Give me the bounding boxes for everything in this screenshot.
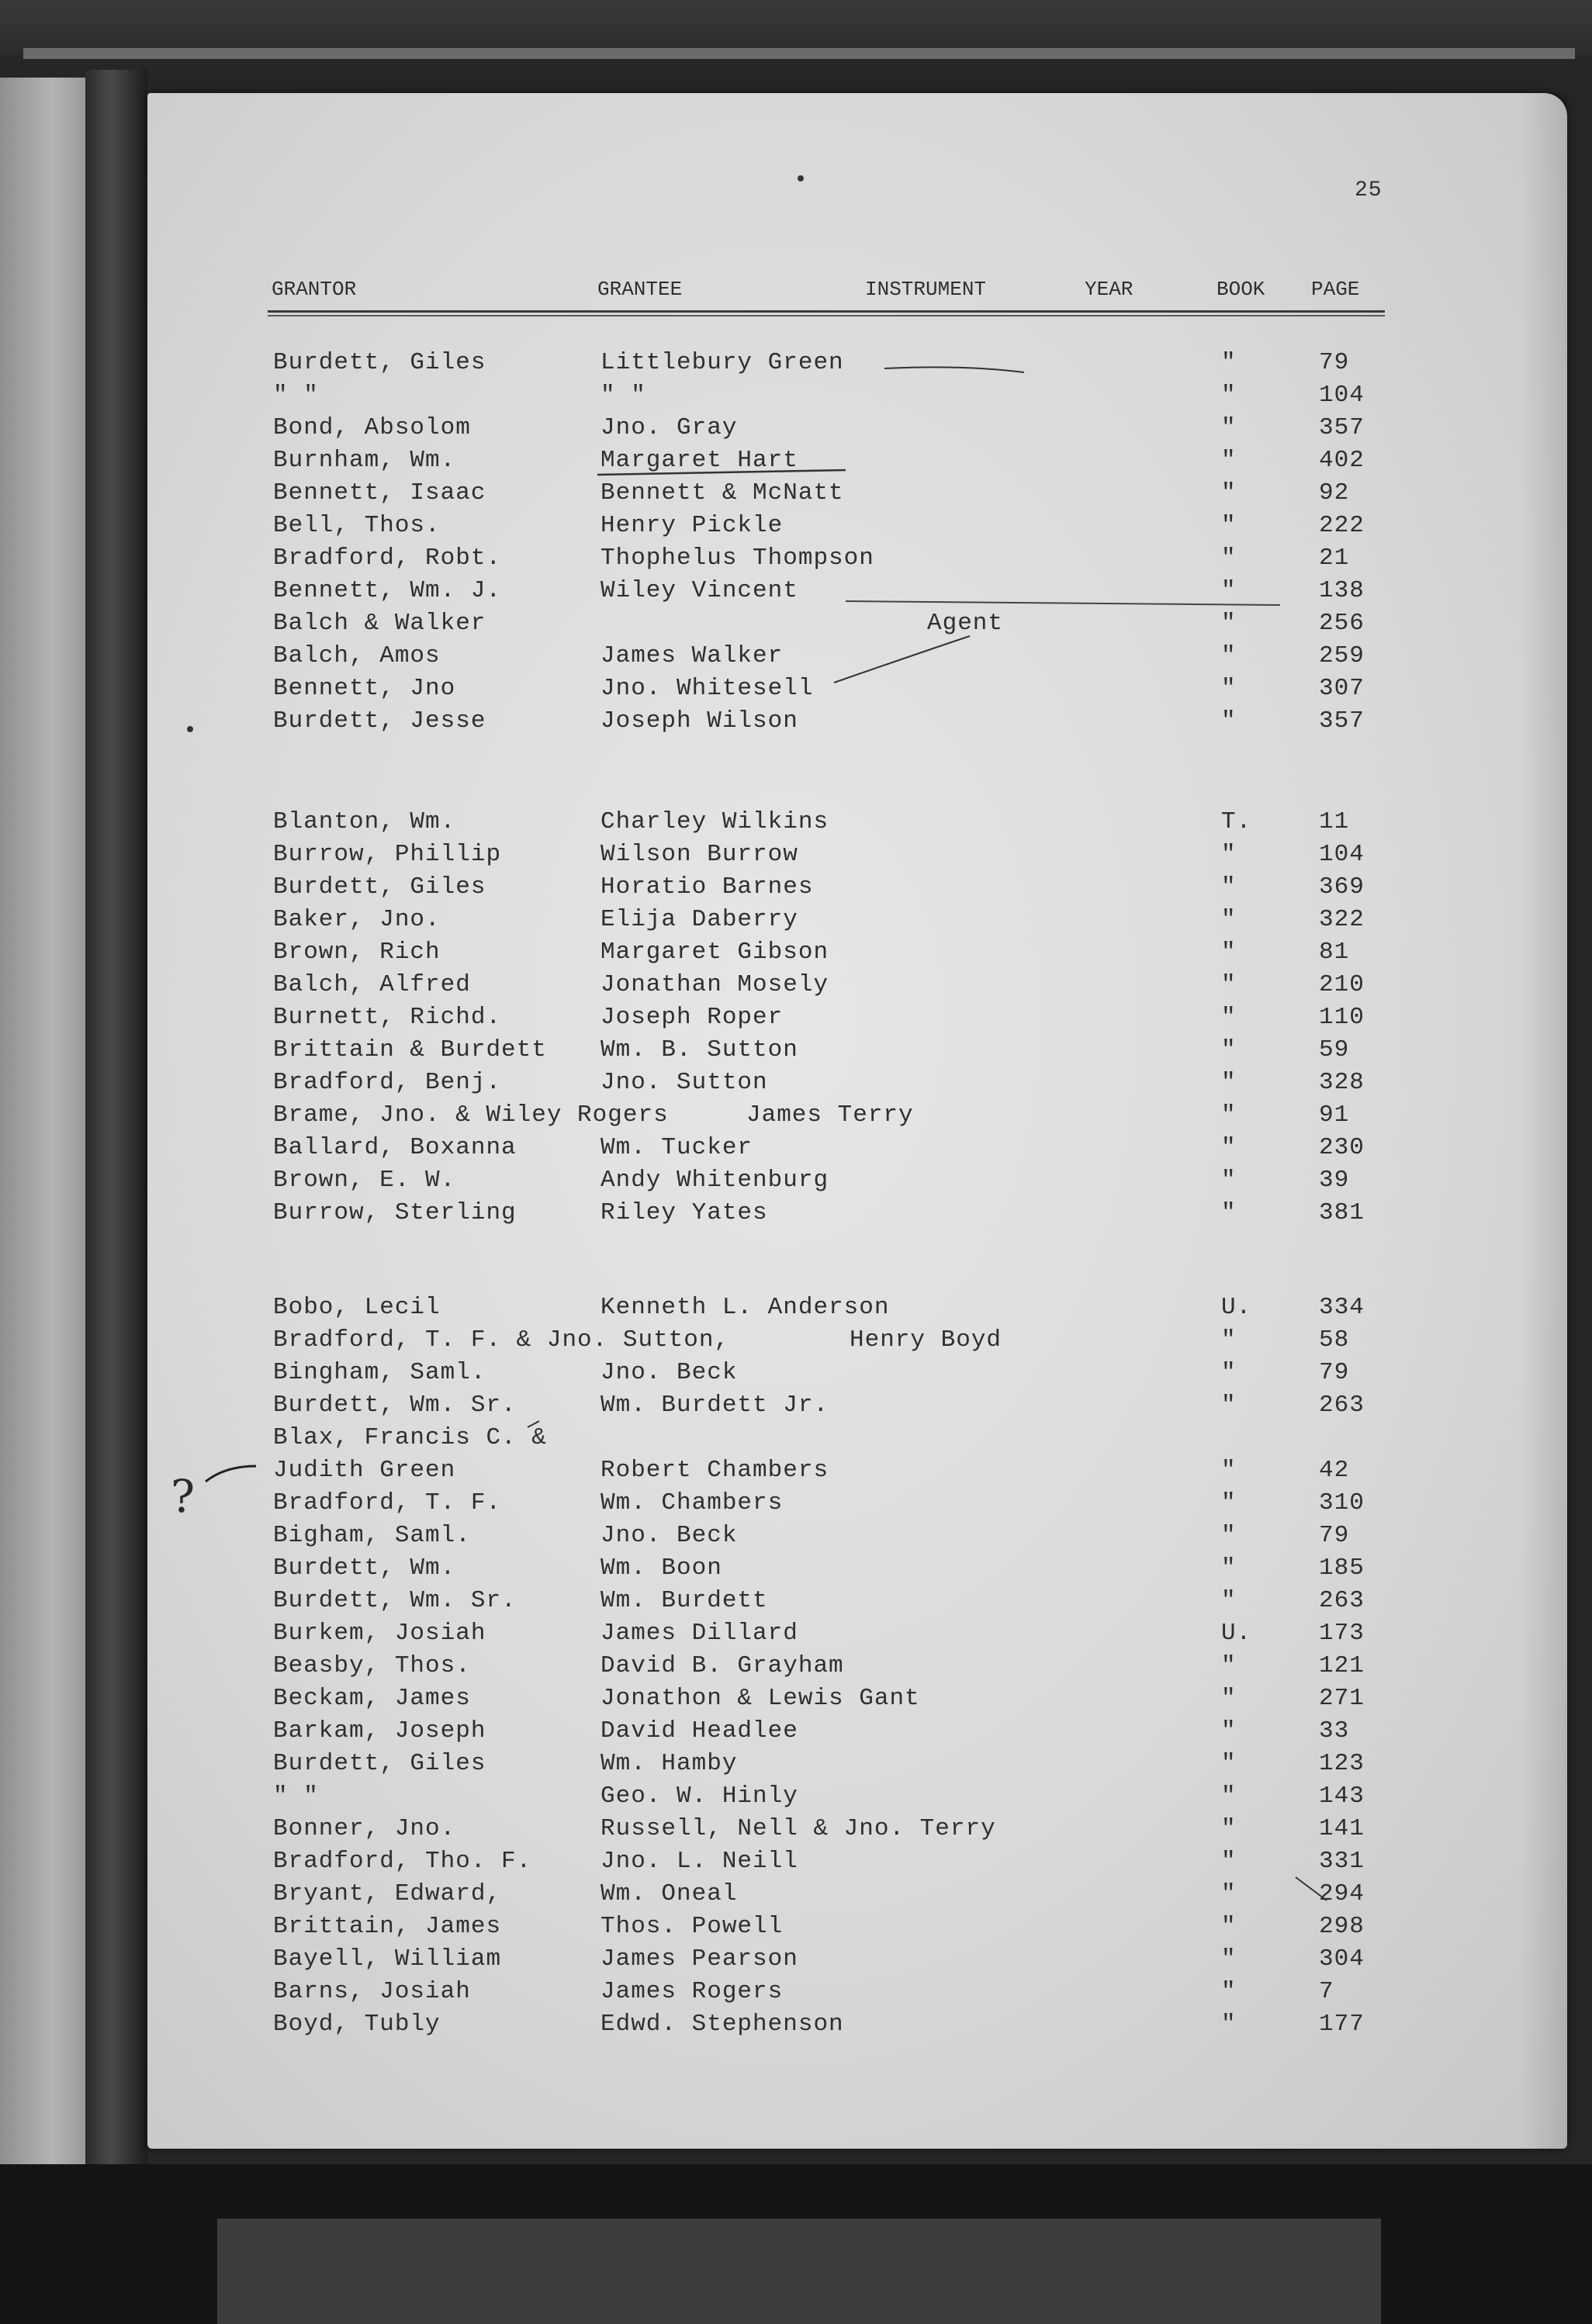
grantor-cell: Bobo, Lecil	[273, 1294, 441, 1321]
scan-top-border	[0, 0, 1592, 54]
grantor-cell: Brown, Rich	[273, 939, 441, 966]
book-cell: "	[1221, 707, 1237, 735]
page-cell: 104	[1319, 382, 1365, 409]
table-row	[147, 545, 1567, 577]
grantor-cell: Bradford, T. F.	[273, 1489, 502, 1516]
page-cell: 328	[1319, 1069, 1365, 1096]
grantor-cell: Burdett, Jesse	[273, 707, 486, 735]
book-cell: "	[1221, 971, 1237, 998]
page-cell: 7	[1319, 1978, 1334, 2005]
grantee-cell: Wm. Tucker	[600, 1134, 753, 1161]
book-cell: "	[1221, 512, 1237, 539]
grantor-cell: Burkem, Josiah	[273, 1620, 486, 1647]
table-row	[147, 447, 1567, 479]
book-cell: "	[1221, 1359, 1237, 1386]
grantee-cell: James Terry	[746, 1101, 914, 1129]
book-cell: "	[1221, 1880, 1237, 1907]
book-cell: "	[1221, 675, 1237, 702]
book-cell: "	[1221, 1489, 1237, 1516]
page-cell: 138	[1319, 577, 1365, 604]
grantee-cell: James Dillard	[600, 1620, 798, 1647]
table-row	[147, 1978, 1567, 2011]
page-cell: 185	[1319, 1555, 1365, 1582]
table-row	[147, 1004, 1567, 1036]
table-row	[147, 906, 1567, 939]
page-cell: 123	[1319, 1750, 1365, 1777]
table-row	[147, 512, 1567, 545]
book-cell: "	[1221, 382, 1237, 409]
grantee-cell: Geo. W. Hinly	[600, 1783, 798, 1810]
book-cell: "	[1221, 479, 1237, 507]
page-cell: 210	[1319, 971, 1365, 998]
grantee-cell: Wm. Chambers	[600, 1489, 784, 1516]
table-row	[147, 1750, 1567, 1783]
grantor-cell: Burdett, Giles	[273, 349, 486, 376]
table-row	[147, 2011, 1567, 2043]
book-cell: "	[1221, 577, 1237, 604]
grantee-cell: Jno. Beck	[600, 1522, 738, 1549]
grantee-cell: Horatio Barnes	[600, 873, 814, 901]
grantor-cell: Ballard, Boxanna	[273, 1134, 517, 1161]
table-row	[147, 1167, 1567, 1199]
page-cell: 310	[1319, 1489, 1365, 1516]
page-cell: 121	[1319, 1652, 1365, 1679]
book-cell: "	[1221, 1913, 1237, 1940]
grantor-cell: Bonner, Jno.	[273, 1815, 456, 1842]
table-row	[147, 1815, 1567, 1848]
grantor-cell: Bradford, Tho. F.	[273, 1848, 532, 1875]
book-cell: U.	[1221, 1294, 1252, 1321]
grantor-cell: Balch, Alfred	[273, 971, 471, 998]
grantee-cell: Thophelus Thompson	[600, 545, 874, 572]
book-cell: "	[1221, 1004, 1237, 1031]
grantee-cell: Wm. B. Sutton	[600, 1036, 798, 1063]
grantee-cell: Joseph Roper	[600, 1004, 784, 1031]
table-row	[147, 707, 1567, 740]
book-cell: "	[1221, 906, 1237, 933]
table-row	[147, 1294, 1567, 1326]
book-cell: "	[1221, 1750, 1237, 1777]
book-cell: "	[1221, 1717, 1237, 1745]
grantee-cell: Kenneth L. Anderson	[600, 1294, 890, 1321]
entry-group	[147, 1294, 1567, 2043]
page-cell: 104	[1319, 841, 1365, 868]
page-cell: 79	[1319, 1522, 1350, 1549]
page-cell: 81	[1319, 939, 1350, 966]
grantor-cell: Blanton, Wm.	[273, 808, 456, 835]
grantee-cell: Henry Pickle	[600, 512, 784, 539]
grantor-cell: Brittain & Burdett	[273, 1036, 547, 1063]
page-cell: 110	[1319, 1004, 1365, 1031]
grantee-cell: Wm. Burdett	[600, 1587, 768, 1614]
table-row	[147, 971, 1567, 1004]
page-cell: 381	[1319, 1199, 1365, 1226]
grantor-cell: Beasby, Thos.	[273, 1652, 471, 1679]
book-cell: "	[1221, 349, 1237, 376]
grantor-cell: Burrow, Sterling	[273, 1199, 517, 1226]
book-cell: "	[1221, 1555, 1237, 1582]
grantee-cell: " "	[600, 382, 646, 409]
grantee-cell: Jonathon & Lewis Gant	[600, 1685, 920, 1712]
page-cell: 79	[1319, 349, 1350, 376]
grantor-cell: Judith Green	[273, 1457, 456, 1484]
table-row	[147, 1069, 1567, 1101]
table-row	[147, 939, 1567, 971]
grantor-cell: Bell, Thos.	[273, 512, 441, 539]
table-row	[147, 1359, 1567, 1392]
book-cell: "	[1221, 1036, 1237, 1063]
page-cell: 173	[1319, 1620, 1365, 1647]
grantor-cell: Burdett, Wm.	[273, 1555, 456, 1582]
grantor-cell: Brittain, James	[273, 1913, 502, 1940]
grantee-cell: James Pearson	[600, 1945, 798, 1973]
grantor-cell: Bennett, Isaac	[273, 479, 486, 507]
book-cell: "	[1221, 1392, 1237, 1419]
page-cell: 263	[1319, 1392, 1365, 1419]
scan-bottom-strip	[217, 2219, 1381, 2324]
page-cell: 271	[1319, 1685, 1365, 1712]
book-cell: "	[1221, 414, 1237, 441]
page-cell: 256	[1319, 610, 1365, 637]
header-page: PAGE	[1311, 278, 1360, 301]
page-cell: 334	[1319, 1294, 1365, 1321]
grantee-cell: Wiley Vincent	[600, 577, 798, 604]
grantee-cell: Jonathan Mosely	[600, 971, 829, 998]
grantee-cell: Wm. Hamby	[600, 1750, 738, 1777]
page-number: 25	[1355, 178, 1383, 202]
grantee-cell: James Rogers	[600, 1978, 784, 2005]
table-row	[147, 610, 1567, 642]
grantor-cell: " "	[273, 1783, 319, 1810]
grantor-cell: Barns, Josiah	[273, 1978, 471, 2005]
grantor-cell: Blax, Francis C. &	[273, 1424, 547, 1451]
page-cell: 259	[1319, 642, 1365, 669]
header-rule-double	[268, 315, 1385, 316]
grantor-cell: Bayell, William	[273, 1945, 502, 1973]
table-row	[147, 642, 1567, 675]
page-cell: 79	[1319, 1359, 1350, 1386]
table-row	[147, 382, 1567, 414]
book-cell: "	[1221, 1652, 1237, 1679]
grantor-cell: Bennett, Wm. J.	[273, 577, 502, 604]
table-row	[147, 1489, 1567, 1522]
instrument-cell: Agent	[927, 610, 1004, 637]
page-cell: 141	[1319, 1815, 1365, 1842]
grantee-cell: Riley Yates	[600, 1199, 768, 1226]
grantor-cell: Bigham, Saml.	[273, 1522, 471, 1549]
grantee-cell: Bennett & McNatt	[600, 479, 844, 507]
page-cell: 304	[1319, 1945, 1365, 1973]
header-grantee: GRANTEE	[597, 278, 683, 301]
grantor-cell: Burdett, Wm. Sr.	[273, 1392, 517, 1419]
grantor-cell: Bond, Absolom	[273, 414, 471, 441]
grantor-cell: Bradford, Robt.	[273, 545, 502, 572]
book-cell: "	[1221, 1522, 1237, 1549]
grantor-cell: Boyd, Tubly	[273, 2011, 441, 2038]
table-row	[147, 1424, 1567, 1457]
grantor-cell: Burrow, Phillip	[273, 841, 502, 868]
index-page	[147, 93, 1567, 2149]
table-row	[147, 808, 1567, 841]
book-cell: "	[1221, 1685, 1237, 1712]
grantor-cell: Burnett, Richd.	[273, 1004, 502, 1031]
grantee-cell: Edwd. Stephenson	[600, 2011, 844, 2038]
book-binding	[85, 70, 147, 2234]
grantor-cell: Brame, Jno. & Wiley Rogers	[273, 1101, 669, 1129]
page-cell: 39	[1319, 1167, 1350, 1194]
table-row	[147, 414, 1567, 447]
grantor-cell: Brown, E. W.	[273, 1167, 456, 1194]
grantee-cell: Wm. Burdett Jr.	[600, 1392, 829, 1419]
grantor-cell: Burnham, Wm.	[273, 447, 456, 474]
page-cell: 331	[1319, 1848, 1365, 1875]
header-book: BOOK	[1216, 278, 1265, 301]
book-cell: "	[1221, 610, 1237, 637]
grantor-cell: Baker, Jno.	[273, 906, 441, 933]
page-cell: 33	[1319, 1717, 1350, 1745]
grantee-cell: Joseph Wilson	[600, 707, 798, 735]
page-cell: 402	[1319, 447, 1365, 474]
page-cell: 357	[1319, 707, 1365, 735]
table-row	[147, 1392, 1567, 1424]
grantee-cell: James Walker	[600, 642, 784, 669]
grantee-cell: Henry Boyd	[850, 1326, 1002, 1354]
book-cell: "	[1221, 1848, 1237, 1875]
entry-group	[147, 349, 1567, 740]
table-row	[147, 577, 1567, 610]
grantee-cell: Robert Chambers	[600, 1457, 829, 1484]
page-cell: 322	[1319, 906, 1365, 933]
grantor-cell: " "	[273, 382, 319, 409]
grantor-cell: Burdett, Wm. Sr.	[273, 1587, 517, 1614]
page-cell: 298	[1319, 1913, 1365, 1940]
grantee-cell: Charley Wilkins	[600, 808, 829, 835]
book-cell: "	[1221, 1101, 1237, 1129]
book-cell: "	[1221, 1457, 1237, 1484]
table-row	[147, 1555, 1567, 1587]
page-cell: 42	[1319, 1457, 1350, 1484]
book-cell: "	[1221, 545, 1237, 572]
grantor-cell: Beckam, James	[273, 1685, 471, 1712]
table-row	[147, 1717, 1567, 1750]
table-row	[147, 1848, 1567, 1880]
page-cell: 230	[1319, 1134, 1365, 1161]
table-row	[147, 841, 1567, 873]
page-cell: 177	[1319, 2011, 1365, 2038]
grantee-cell: Russell, Nell & Jno. Terry	[600, 1815, 996, 1842]
page-cell: 294	[1319, 1880, 1365, 1907]
grantee-cell: Jno. L. Neill	[600, 1848, 798, 1875]
page-cell: 92	[1319, 479, 1350, 507]
table-row	[147, 349, 1567, 382]
table-row	[147, 1522, 1567, 1555]
header-instrument: INSTRUMENT	[865, 278, 987, 301]
grantor-cell: Bryant, Edward,	[273, 1880, 502, 1907]
grantee-cell: Thos. Powell	[600, 1913, 784, 1940]
grantee-cell: David Headlee	[600, 1717, 798, 1745]
table-row	[147, 1945, 1567, 1978]
book-cell: "	[1221, 1978, 1237, 2005]
table-row	[147, 1913, 1567, 1945]
table-row	[147, 1199, 1567, 1232]
page-cell: 369	[1319, 873, 1365, 901]
entry-group	[147, 808, 1567, 1232]
grantee-cell: Jno. Whitesell	[600, 675, 814, 702]
table-row	[147, 1880, 1567, 1913]
book-cell: "	[1221, 1167, 1237, 1194]
table-row	[147, 1134, 1567, 1167]
book-cell: "	[1221, 873, 1237, 901]
grantor-cell: Barkam, Joseph	[273, 1717, 486, 1745]
table-row	[147, 1652, 1567, 1685]
page-cell: 59	[1319, 1036, 1350, 1063]
page-cell: 222	[1319, 512, 1365, 539]
margin-question-mark: ?	[171, 1470, 196, 1523]
book-cell: "	[1221, 642, 1237, 669]
table-row	[147, 479, 1567, 512]
table-row	[147, 1587, 1567, 1620]
book-cell: "	[1221, 1069, 1237, 1096]
grantee-cell: Andy Whitenburg	[600, 1167, 829, 1194]
page-cell: 21	[1319, 545, 1350, 572]
table-row	[147, 1457, 1567, 1489]
grantee-cell: Wm. Boon	[600, 1555, 722, 1582]
book-cell: "	[1221, 1783, 1237, 1810]
header-rule	[268, 310, 1385, 313]
book-cell: T.	[1221, 808, 1252, 835]
book-cell: U.	[1221, 1620, 1252, 1647]
table-row	[147, 1036, 1567, 1069]
grantor-cell: Bingham, Saml.	[273, 1359, 486, 1386]
table-row	[147, 1101, 1567, 1134]
book-cell: "	[1221, 1326, 1237, 1354]
page-cell: 58	[1319, 1326, 1350, 1354]
grantee-cell: Margaret Gibson	[600, 939, 829, 966]
book-cell: "	[1221, 1945, 1237, 1973]
grantor-cell: Bradford, Benj.	[273, 1069, 502, 1096]
grantee-cell: Wilson Burrow	[600, 841, 798, 868]
grantor-cell: Balch & Walker	[273, 610, 486, 637]
book-cell: "	[1221, 1134, 1237, 1161]
table-row	[147, 1685, 1567, 1717]
grantor-cell: Burdett, Giles	[273, 873, 486, 901]
book-cell: "	[1221, 2011, 1237, 2038]
adjacent-page-edge	[0, 78, 85, 2219]
page-cell: 143	[1319, 1783, 1365, 1810]
page-cell: 357	[1319, 414, 1365, 441]
grantor-cell: Bennett, Jno	[273, 675, 456, 702]
book-cell: "	[1221, 447, 1237, 474]
grantee-cell: Wm. Oneal	[600, 1880, 738, 1907]
grantee-cell: David B. Grayham	[600, 1652, 844, 1679]
page-cell: 91	[1319, 1101, 1350, 1129]
book-cell: "	[1221, 939, 1237, 966]
grantor-cell: Bradford, T. F. & Jno. Sutton,	[273, 1326, 730, 1354]
grantee-cell: Jno. Gray	[600, 414, 738, 441]
table-row	[147, 1783, 1567, 1815]
book-cell: "	[1221, 1815, 1237, 1842]
header-grantor: GRANTOR	[272, 278, 357, 301]
header-year: YEAR	[1085, 278, 1133, 301]
grantee-cell: Margaret Hart	[600, 447, 798, 474]
grantor-cell: Burdett, Giles	[273, 1750, 486, 1777]
book-cell: "	[1221, 1587, 1237, 1614]
grantee-cell: Jno. Sutton	[600, 1069, 768, 1096]
table-row	[147, 1326, 1567, 1359]
book-cell: "	[1221, 841, 1237, 868]
grantee-cell: Elija Daberry	[600, 906, 798, 933]
scan-top-edge	[23, 48, 1575, 59]
table-row	[147, 1620, 1567, 1652]
page-cell: 263	[1319, 1587, 1365, 1614]
grantor-cell: Balch, Amos	[273, 642, 441, 669]
page-cell: 307	[1319, 675, 1365, 702]
table-row	[147, 675, 1567, 707]
page-cell: 11	[1319, 808, 1350, 835]
table-row	[147, 873, 1567, 906]
grantee-cell: Jno. Beck	[600, 1359, 738, 1386]
ink-dot	[798, 175, 804, 182]
book-cell: "	[1221, 1199, 1237, 1226]
grantee-cell: Littlebury Green	[600, 349, 844, 376]
